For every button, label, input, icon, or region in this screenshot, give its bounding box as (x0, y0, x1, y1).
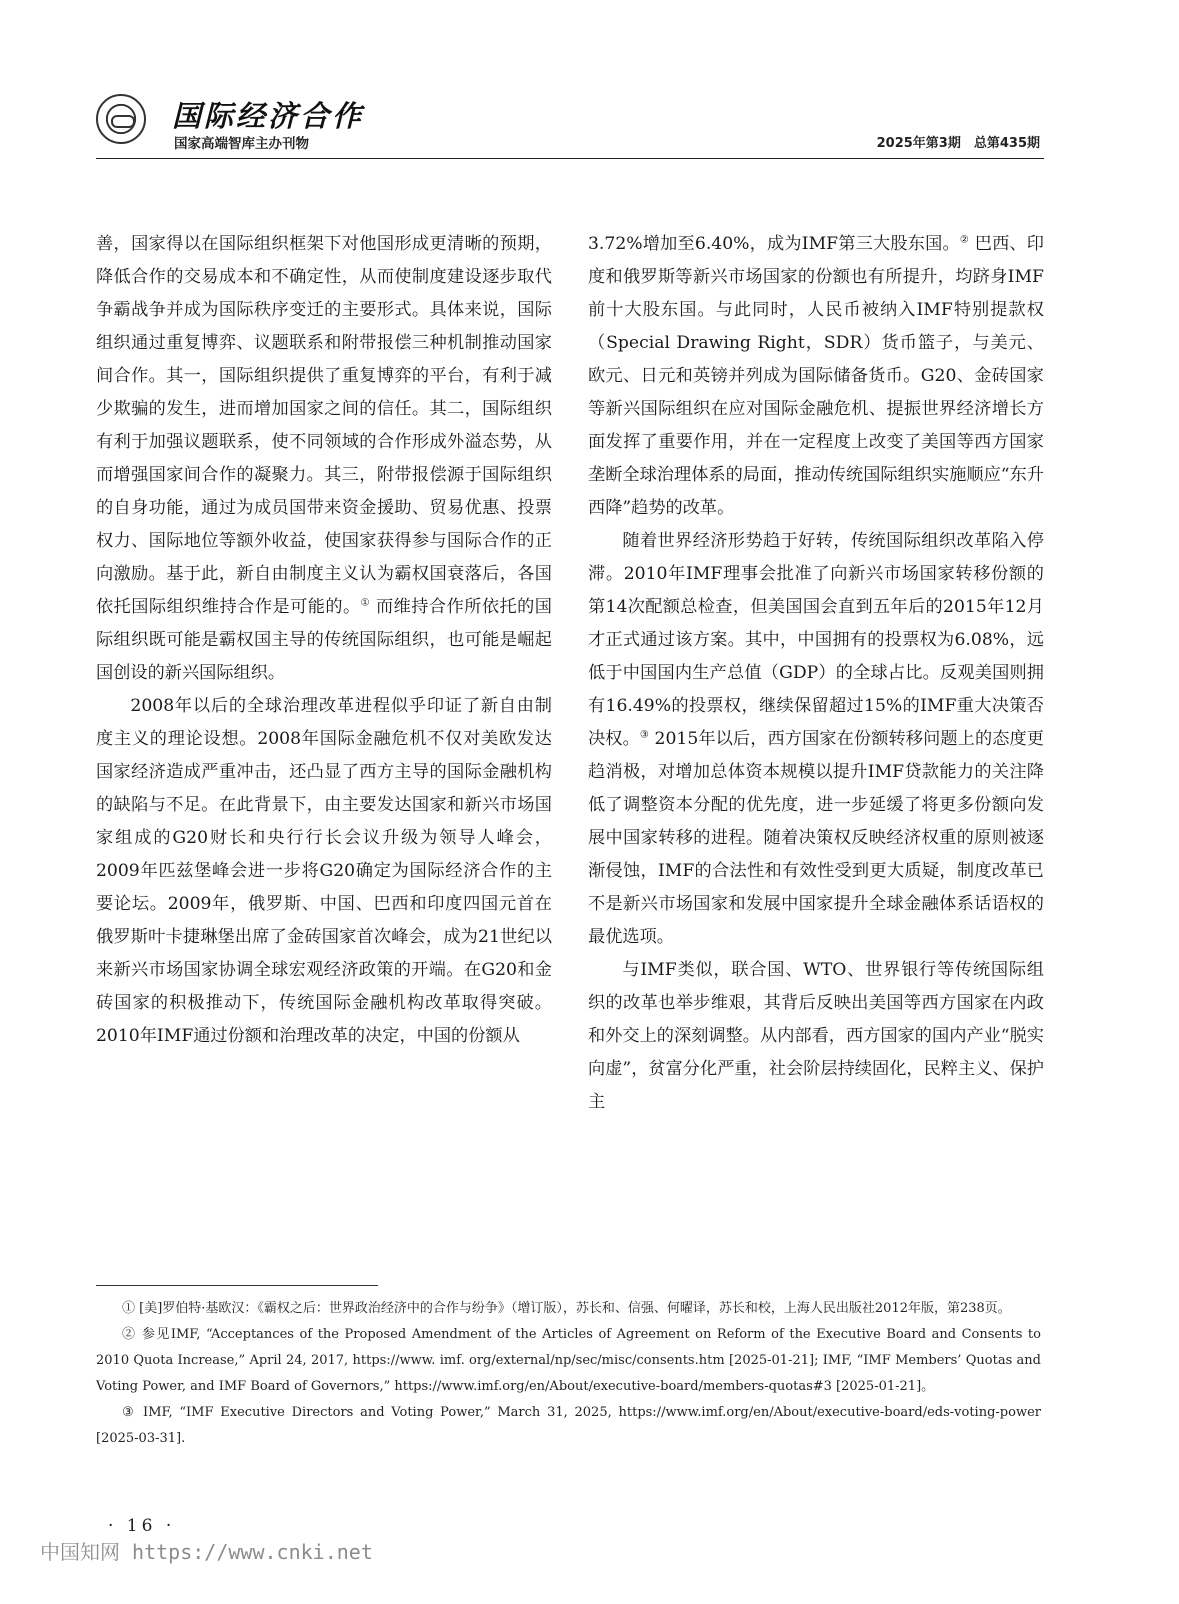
paragraph-text: 2015年以后，西方国家在份额转移问题上的态度更趋消极，对增加总体资本规模以提升IMF贷款能力的关注降低了调整资本分配的优先度，进一步延缓了将更多份额向发展中国家转移的进程。随着决策权反映经济权重的原则被逐渐侵蚀，IMF的合法性和有效性受到更大质疑，制度改革已不是新兴市场国家和发展中国家提升全球金融体系话语权的最优选项。 (588, 729, 1044, 947)
paragraph: 与IMF类似，联合国、WTO、世界银行等传统国际组织的改革也举步维艰，其背后反映出美国等西方国家在内政和外交上的深刻调整。从内部看，西方国家的国内产业“脱实向虚”，贫富分化严重，社会阶层持续固化，民粹主义、保护主 (588, 960, 1044, 1112)
right-column (588, 228, 1044, 1119)
paragraph-text: 而维持合作所依托的国际组织既可能是霸权国主导的传统国际组织，也可能是崛起国创设的新兴国际组织。 (96, 597, 552, 683)
paragraph-text: 善，国家得以在国际组织框架下对他国形成更清晰的预期，降低合作的交易成本和不确定性，从而使制度建设逐步取代争霸战争并成为国际秩序变迁的主要形式。具体来说，国际组织通过重复博弈、议题联系和附带报偿三种机制推动国家间合作。其一，国际组织提供了重复博弈的平台，有利于减少欺骗的发生，进而增加国家之间的信任。其二，国际组织有利于加强议题联系，使不同领域的合作形成外溢态势，从而增强国家间合作的凝聚力。其三，附带报偿源于国际组织的自身功能，通过为成员国带来资金援助、贸易优惠、投票权力、国际地位等额外收益，使国家获得参与国际合作的正向激励。基于此，新自由制度主义认为霸权国衰落后，各国依托国际组织维持合作是可能的。 (96, 234, 552, 617)
paragraph-text: 巴西、印度和俄罗斯等新兴市场国家的份额也有所提升，均跻身IMF前十大股东国。与此同时，人民币被纳入IMF特别提款权（Special Drawing Right，SDR）货币篮子，与美元、欧元、日元和英镑并列成为国际储备货币。G20、金砖国家等新兴国际组织在应对国际金融危机、提振世界经济增长方面发挥了重要作用，并在一定程度上改变了美国等西方国家垄断全球治理体系的局面，推动传统国际组织实施顺应“东升西降”趋势的改革。 (588, 234, 1044, 518)
footnote-2: ② 参见IMF, “Acceptances of the Proposed Amendment of the Articles of Agreement on Reform of the Executive Board and Consents to 2010 Quota Increase,” April 24, 2017, https://www. imf. org/external/np/sec/misc/consents.htm [2025-01-21]; IMF, “IMF Members’ Quotas and Voting Power, and IMF Board of Governors,” https://www.imf.org/en/About/executive-board/members-quotas#3 [2025-01-21]。 (96, 1327, 1041, 1394)
footnotes (96, 1296, 1041, 1452)
footnote-marker[interactable]: ① (360, 597, 371, 609)
footnote-1: ① [美]罗伯特·基欧汉：《霸权之后：世界政治经济中的合作与纷争》（增订版），苏长和、信强、何曜译，苏长和校，上海人民出版社2012年版，第238页。 (122, 1301, 1011, 1316)
cnki-watermark: 中国知网 https://www.cnki.net (40, 1540, 373, 1564)
paragraph: 2008年以后的全球治理改革进程似乎印证了新自由制度主义的理论设想。2008年国际金融危机不仅对美欧发达国家经济造成严重冲击，还凸显了西方主导的国际金融机构的缺陷与不足。在此背景下，由主要发达国家和新兴市场国家组成的G20财长和央行行长会议升级为领导人峰会，2009年匹兹堡峰会进一步将G20确定为国际经济合作的主要论坛。2009年，俄罗斯、中国、巴西和印度四国元首在俄罗斯叶卡捷琳堡出席了金砖国家首次峰会，成为21世纪以来新兴市场国家协调全球宏观经济政策的开端。在G20和金砖国家的积极推动下，传统国际金融机构改革取得突破。2010年IMF通过份额和治理改革的决定，中国的份额从 (96, 696, 552, 1046)
footnote-marker[interactable]: ② (959, 234, 970, 246)
left-column (96, 228, 552, 1053)
paragraph (588, 228, 1044, 525)
paragraph-text: 3.72%增加至6.40%，成为IMF第三大股东国。 (588, 234, 960, 254)
paragraph-text: 随着世界经济形势趋于好转，传统国际组织改革陷入停滞。2010年IMF理事会批准了向新兴市场国家转移份额的第14次配额总检查，但美国国会直到五年后的2015年12月才正式通过该方案。其中，中国拥有的投票权为6.08%，远低于中国国内生产总值（GDP）的全球占比。反观美国则拥有16.49%的投票权，继续保留超过15%的IMF重大决策否决权。 (588, 531, 1044, 749)
paragraph (96, 228, 552, 690)
paragraph (588, 525, 1044, 954)
header-rule (96, 158, 1044, 159)
page-header (96, 90, 1044, 160)
footnote-rule (96, 1285, 378, 1286)
journal-subtitle: 国家高端智库主办刊物 (174, 136, 309, 152)
journal-seal-logo (96, 94, 146, 144)
issue-info: 2025年第3期 总第435期 (876, 136, 1040, 151)
journal-title: 国际经济合作 (172, 99, 365, 133)
footnote-marker[interactable]: ③ (639, 729, 649, 741)
footnote-3: ③ IMF, “IMF Executive Directors and Voting Power,” March 31, 2025, https://www.imf.org/en/About/executive-board/eds-voting-power [2025-03-31]. (96, 1405, 1041, 1446)
page-number: · 16 · (108, 1516, 176, 1536)
